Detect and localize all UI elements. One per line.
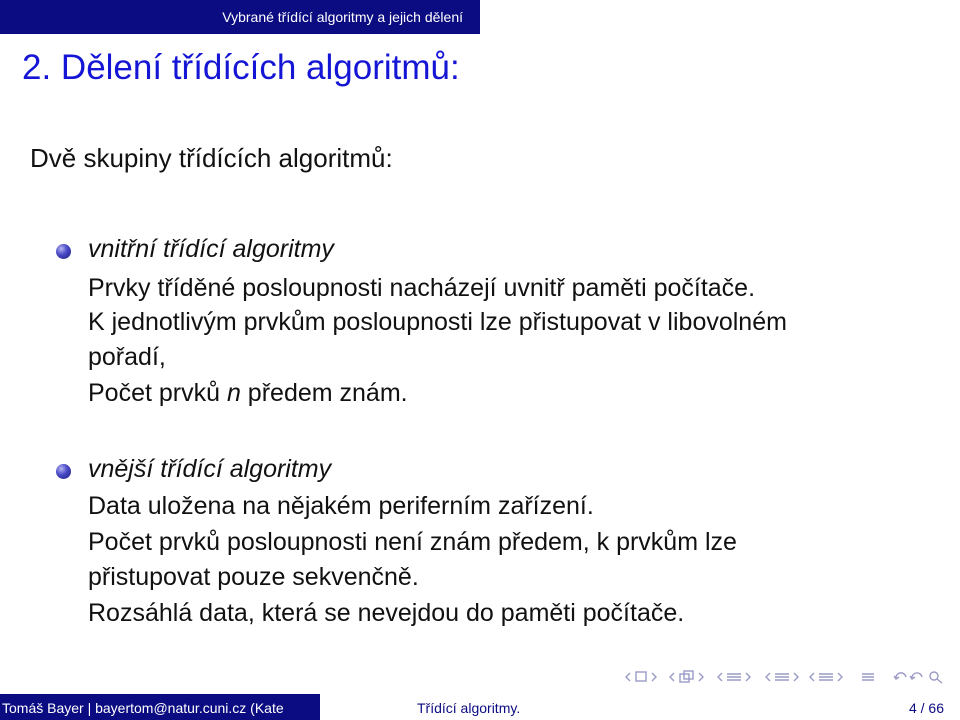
- list-item-line: [88, 379, 408, 408]
- sphere-bullet-icon: [56, 244, 71, 259]
- list-item-line: Data uložena na nějakém periferním zařízení.: [88, 492, 594, 520]
- nav-arrow-right-icon[interactable]: [699, 673, 703, 681]
- nav-search-icon[interactable]: [930, 672, 942, 683]
- line-text: Počet prvků: [88, 379, 227, 407]
- nav-align-icon[interactable]: [862, 674, 874, 680]
- beamer-navigation: [624, 669, 954, 685]
- nav-undo-icon[interactable]: [910, 673, 922, 679]
- nav-section-icon[interactable]: [775, 674, 789, 680]
- sphere-bullet-icon: [56, 464, 71, 479]
- list-item-heading: vnější třídící algoritmy: [88, 455, 332, 483]
- line-text: předem znám.: [240, 379, 408, 407]
- nav-arrow-left-icon[interactable]: [810, 673, 814, 681]
- footer-author-box: [0, 694, 320, 720]
- header-section-title[interactable]: Vybrané třídící algoritmy a jejich dělení: [222, 9, 463, 25]
- page-number: 4 / 66: [908, 700, 944, 716]
- list-item-line: pořadí,: [88, 343, 166, 371]
- nav-subsection-icon[interactable]: [727, 674, 741, 680]
- footer-author: Tomáš Bayer | bayertom@natur.cuni.cz (Kate: [2, 700, 284, 716]
- nav-arrow-left-icon[interactable]: [670, 673, 674, 681]
- nav-subsection-icon[interactable]: [819, 674, 833, 680]
- list-item-heading: vnitřní třídící algoritmy: [88, 235, 334, 263]
- nav-arrow-left-icon[interactable]: [766, 673, 770, 681]
- nav-frame-icon[interactable]: [680, 671, 693, 682]
- footer-page-box: [640, 694, 960, 720]
- nav-arrow-right-icon[interactable]: [794, 673, 798, 681]
- list-item-line: K jednotlivým prvkům posloupnosti lze přistupovat v libovolném: [88, 308, 787, 336]
- nav-arrow-left-icon[interactable]: [718, 673, 722, 681]
- nav-arrow-left-icon[interactable]: [626, 673, 630, 681]
- nav-undo-icon[interactable]: [894, 673, 906, 679]
- slide-intro: Dvě skupiny třídících algoritmů:: [30, 143, 393, 173]
- nav-frame-icon[interactable]: [636, 672, 646, 681]
- list-item-line: přistupovat pouze sekvenčně.: [88, 563, 419, 591]
- slide-title: 2. Dělení třídících algoritmů:: [22, 48, 460, 87]
- footer-title: Třídící algoritmy.: [417, 700, 521, 716]
- list-item-line: Prvky tříděné posloupnosti nacházejí uvnitř paměti počítače.: [88, 274, 756, 302]
- header-bar: [0, 0, 480, 34]
- nav-arrow-right-icon[interactable]: [838, 673, 842, 681]
- footer-bar: [0, 694, 960, 720]
- list-item-line: Počet prvků posloupnosti není znám předem, k prvkům lze: [88, 528, 737, 556]
- nav-arrow-right-icon[interactable]: [652, 673, 656, 681]
- math-variable: n: [226, 379, 241, 407]
- nav-arrow-right-icon[interactable]: [746, 673, 750, 681]
- footer-title-box: [320, 694, 640, 720]
- list-item-line: Rozsáhlá data, která se nevejdou do paměti počítače.: [88, 599, 685, 627]
